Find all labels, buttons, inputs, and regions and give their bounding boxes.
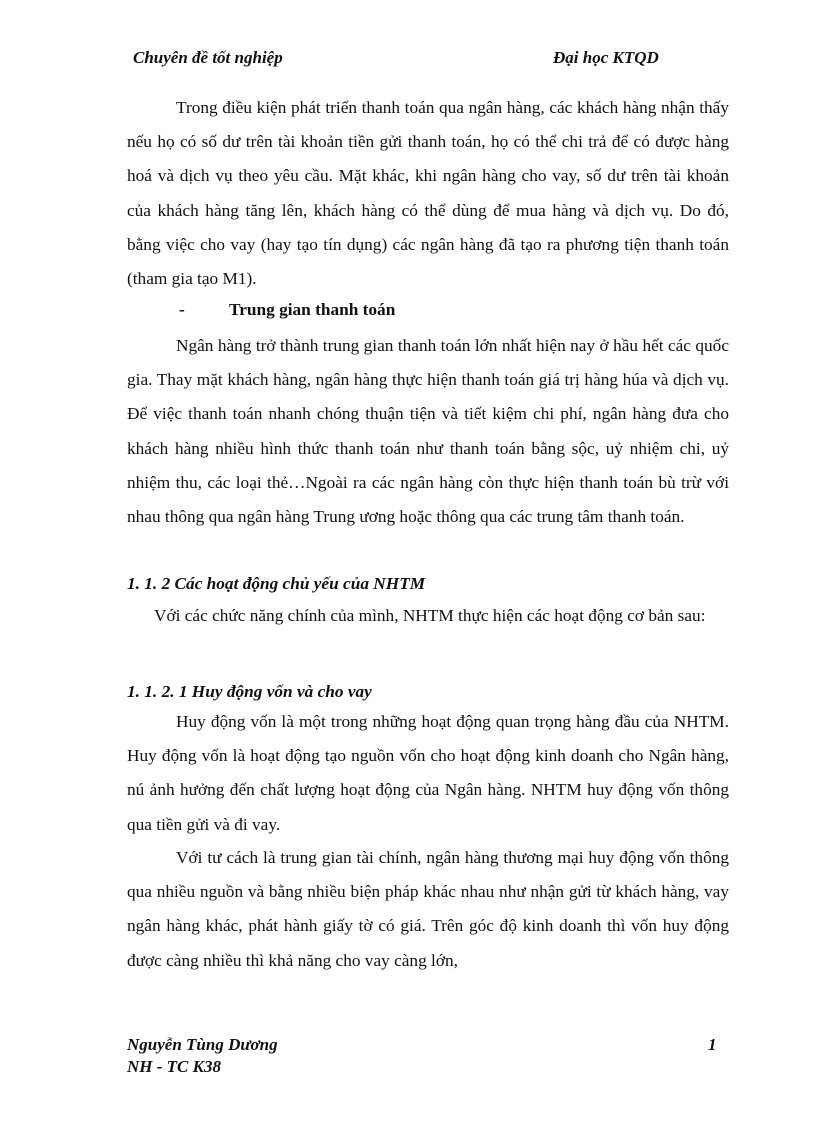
paragraph-1-text: Trong điều kiện phát triển thanh toán qua ngân hàng, các khách hàng nhận thấy nếu họ có số dư trên tài khoản tiền gửi thanh toán, họ có thể chi trả để có được hàng hoá và dịch vụ theo yêu cầu. Mặt khác, khi ngân hàng cho vay, số dư trên tài khoản của khách hàng tăng lên, khách hàng có thể dùng để mua hàng và dịch vụ. Do đó, bằng việc cho vay (hay tạo tín dụng) các ngân hàng đã tạo ra phương tiện thanh toán (tham gia tạo M1). [127, 98, 729, 289]
section-heading-1-1-2-1: 1. 1. 2. 1 Huy động vốn và cho vay [127, 682, 372, 701]
paragraph-2-text: Ngân hàng trở thành trung gian thanh toán lớn nhất hiện nay ở hầu hết các quốc gia. Thay mặt khách hàng, ngân hàng thực hiện thanh toán giá trị hàng húa và dịch vụ. Để việc thanh toán nhanh chóng thuận tiện và tiết kiệm chi phí, ngân hàng đưa cho khách hàng nhiều hình thức thanh toán như thanh toán bằng sộc, uỷ nhiệm chi, uỷ nhiệm thu, các loại thẻ…Ngoài ra các ngân hàng còn thực hiện thanh toán bù trừ với nhau thông qua ngân hàng Trung ương hoặc thông qua các trung tâm thanh toán. [127, 336, 729, 527]
header-title: Chuyên đề tốt nghiệp [133, 48, 283, 67]
paragraph-4 [127, 705, 729, 842]
paragraph-3 [127, 599, 729, 633]
header-university: Đại học KTQD [553, 48, 659, 67]
footer-class: NH - TC K38 [127, 1057, 221, 1076]
paragraph-2 [127, 329, 729, 534]
paragraph-5 [127, 841, 729, 978]
footer-author: Nguyễn Tùng Dương [127, 1035, 278, 1054]
page-number: 1 [708, 1035, 717, 1054]
paragraph-3-text: Với các chức năng chính của mình, NHTM thực hiện các hoạt động cơ bản sau: [154, 606, 706, 625]
bullet-heading [179, 300, 395, 320]
section-heading-1-1-2: 1. 1. 2 Các hoạt động chủ yếu của NHTM [127, 574, 426, 593]
paragraph-5-text: Với tư cách là trung gian tài chính, ngân hàng thương mại huy động vốn thông qua nhiều nguồn và bằng nhiều biện pháp khác nhau như nhận gửi từ khách hàng, vay ngân hàng khác, phát hành giấy tờ có giá. Trên góc độ kinh doanh thì vốn huy động được càng nhiều thì khả năng cho vay càng lớn, [127, 848, 729, 970]
bullet-heading-text: Trung gian thanh toán [229, 300, 396, 319]
bullet-dash: - [179, 300, 185, 319]
paragraph-4-text: Huy động vốn là một trong những hoạt động quan trọng hàng đầu của NHTM. Huy động vốn là hoạt động tạo nguồn vốn cho hoạt động kinh doanh cho Ngân hàng, nú ảnh hưởng đến chất lượng hoạt động của Ngân hàng. NHTM huy động vốn thông qua tiền gửi và đi vay. [127, 712, 729, 834]
paragraph-1 [127, 91, 729, 296]
